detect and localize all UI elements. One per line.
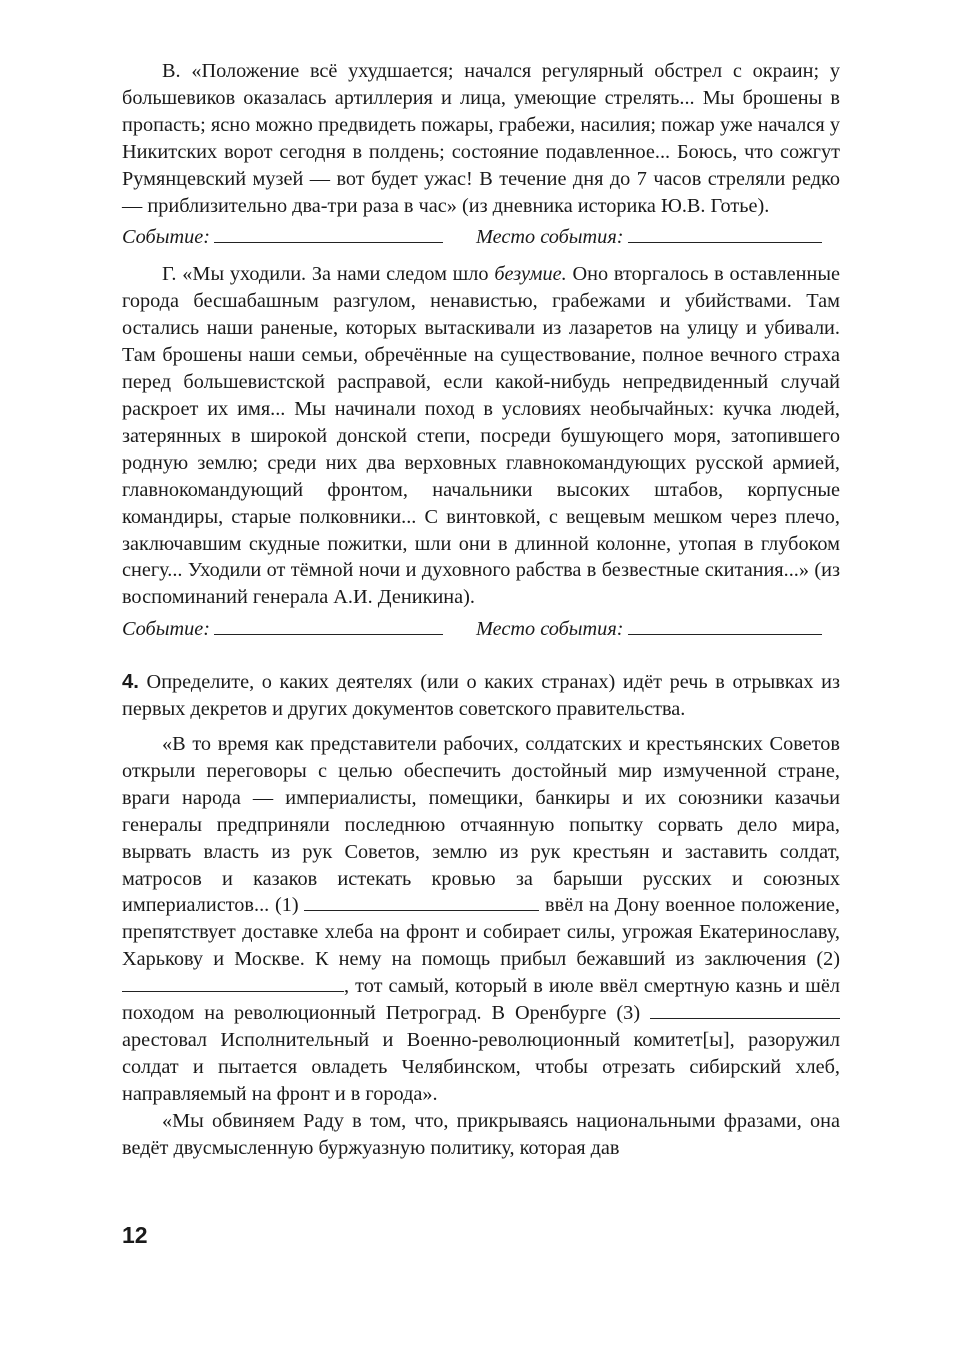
event-answer-field[interactable] xyxy=(214,633,443,635)
blank-2-marker: (2) xyxy=(816,948,840,971)
page-content xyxy=(122,58,840,1162)
decree-2-text: «Мы обвиняем Раду в том, что, прикрываясь национальными фразами, она ведёт двусмысленную буржуазную политику, которая дав xyxy=(122,1109,840,1159)
quote-v-text: В. «Положение всё ухудшается; начался регулярный обстрел с окраин; у большевиков оказалась артиллерия и лица, умеющие стрелять... Мы брошены в пропасть; ясно можно предвидеть пожары, грабежи, насилия; пожар уже начался у Никитских ворот сегодня в полдень; состояние подавленное... Боюсь, что сожгут Румянцевский музей — вот будет ужас! В течение дня до 7 часов стреляли редко — приблизительно два-три раза в час» (из дневника историка Ю.В. Готье). xyxy=(122,60,840,217)
decree-1-part-1: ввёл на Дону военное положение, препятствует доставке хлеба на фронт и собирает силы, угрожая Екатеринославу, Харькову и Москве. К нему на помощь прибыл бежавший из заключения xyxy=(122,894,840,971)
decree-1-part-3: арестовал Исполнительный и Военно-революционный комитет[ы], разоружил солдат и пытается овладеть Челябинском, чтобы отрезать сибирский хлеб, направляемый на фронт и в города». xyxy=(122,1029,840,1105)
quote-v xyxy=(122,58,840,219)
place-answer-field[interactable] xyxy=(628,633,822,635)
answer-row-v xyxy=(122,223,840,251)
quote-g-emphasis: безумие. xyxy=(494,263,567,286)
blank-2-field[interactable] xyxy=(122,990,344,992)
place-label: Место события: xyxy=(476,618,624,641)
quote-g-before: Г. «Мы уходили. За нами следом шло xyxy=(162,263,495,286)
event-label: Событие: xyxy=(122,618,211,641)
blank-1-marker: (1) xyxy=(274,894,305,917)
task-4 xyxy=(122,669,840,723)
blank-3-field[interactable] xyxy=(650,1017,840,1019)
decree-1-part-2: , тот самый, который в июле ввёл смертную казнь и шёл походом на революционный Петроград. В Оренбурге xyxy=(122,975,840,1025)
task-number: 4. xyxy=(122,671,139,694)
quote-g xyxy=(122,261,840,611)
blank-3-marker: (3) xyxy=(616,1002,650,1025)
event-answer-field[interactable] xyxy=(214,241,443,243)
answer-row-g xyxy=(122,615,840,643)
decree-1 xyxy=(122,731,840,1108)
decree-2 xyxy=(122,1108,840,1162)
task-4-text: Определите, о каких деятелях (или о каких странах) идёт речь в отрывках из первых декретов и других документов советского правительства. xyxy=(122,671,840,721)
place-answer-field[interactable] xyxy=(628,241,822,243)
decree-1-intro: «В то время как представители рабочих, солдатских и крестьянских Советов открыли переговоры с целью обеспечить достойный мир измученной стране, враги народа — империалисты, помещики, банкиры и их союзники казачьи генералы предприняли последнюю отчаянную попытку сорвать дело мира, вырвать власть из рук Советов, землю из рук крестьян и заставить солдат, матросов и казаков истекать кровью за барыши русских и союзных империалистов... xyxy=(122,733,840,917)
event-label: Событие: xyxy=(122,226,211,249)
blank-1-field[interactable] xyxy=(304,909,539,911)
page-number: 12 xyxy=(122,1222,148,1248)
quote-g-after: Оно вторгалось в оставленные города бесшабашным разгулом, ненавистью, грабежами и убийствами. Там остались наши раненые, которых вытаскивали из лазаретов на улицу и убивали. Там брошены наши семьи, обречённые на существование, полное вечного страха перед большевистской расправой, если какой-нибудь непредвиденный случай раскроет их имя... Мы начинали поход в условиях необычайных: кучка людей, затерянных в широкой донской степи, посреди бушующего моря, затопившего родную землю; среди них два верховных главнокомандующих русской армией, главнокомандующий фронтом, начальники высоких штабов, корпусные командиры, старые полковники... С винтовкой, с вещевым мешком через плечо, заключавшим скудные пожитки, шли они в длинной колонне, утопая в глубоком снегу... Уходили от тёмной ночи и духовного рабства в безвестные скитания...» (из воспоминаний генерала А.И. Деникина). xyxy=(122,263,840,609)
place-label: Место события: xyxy=(476,226,624,249)
